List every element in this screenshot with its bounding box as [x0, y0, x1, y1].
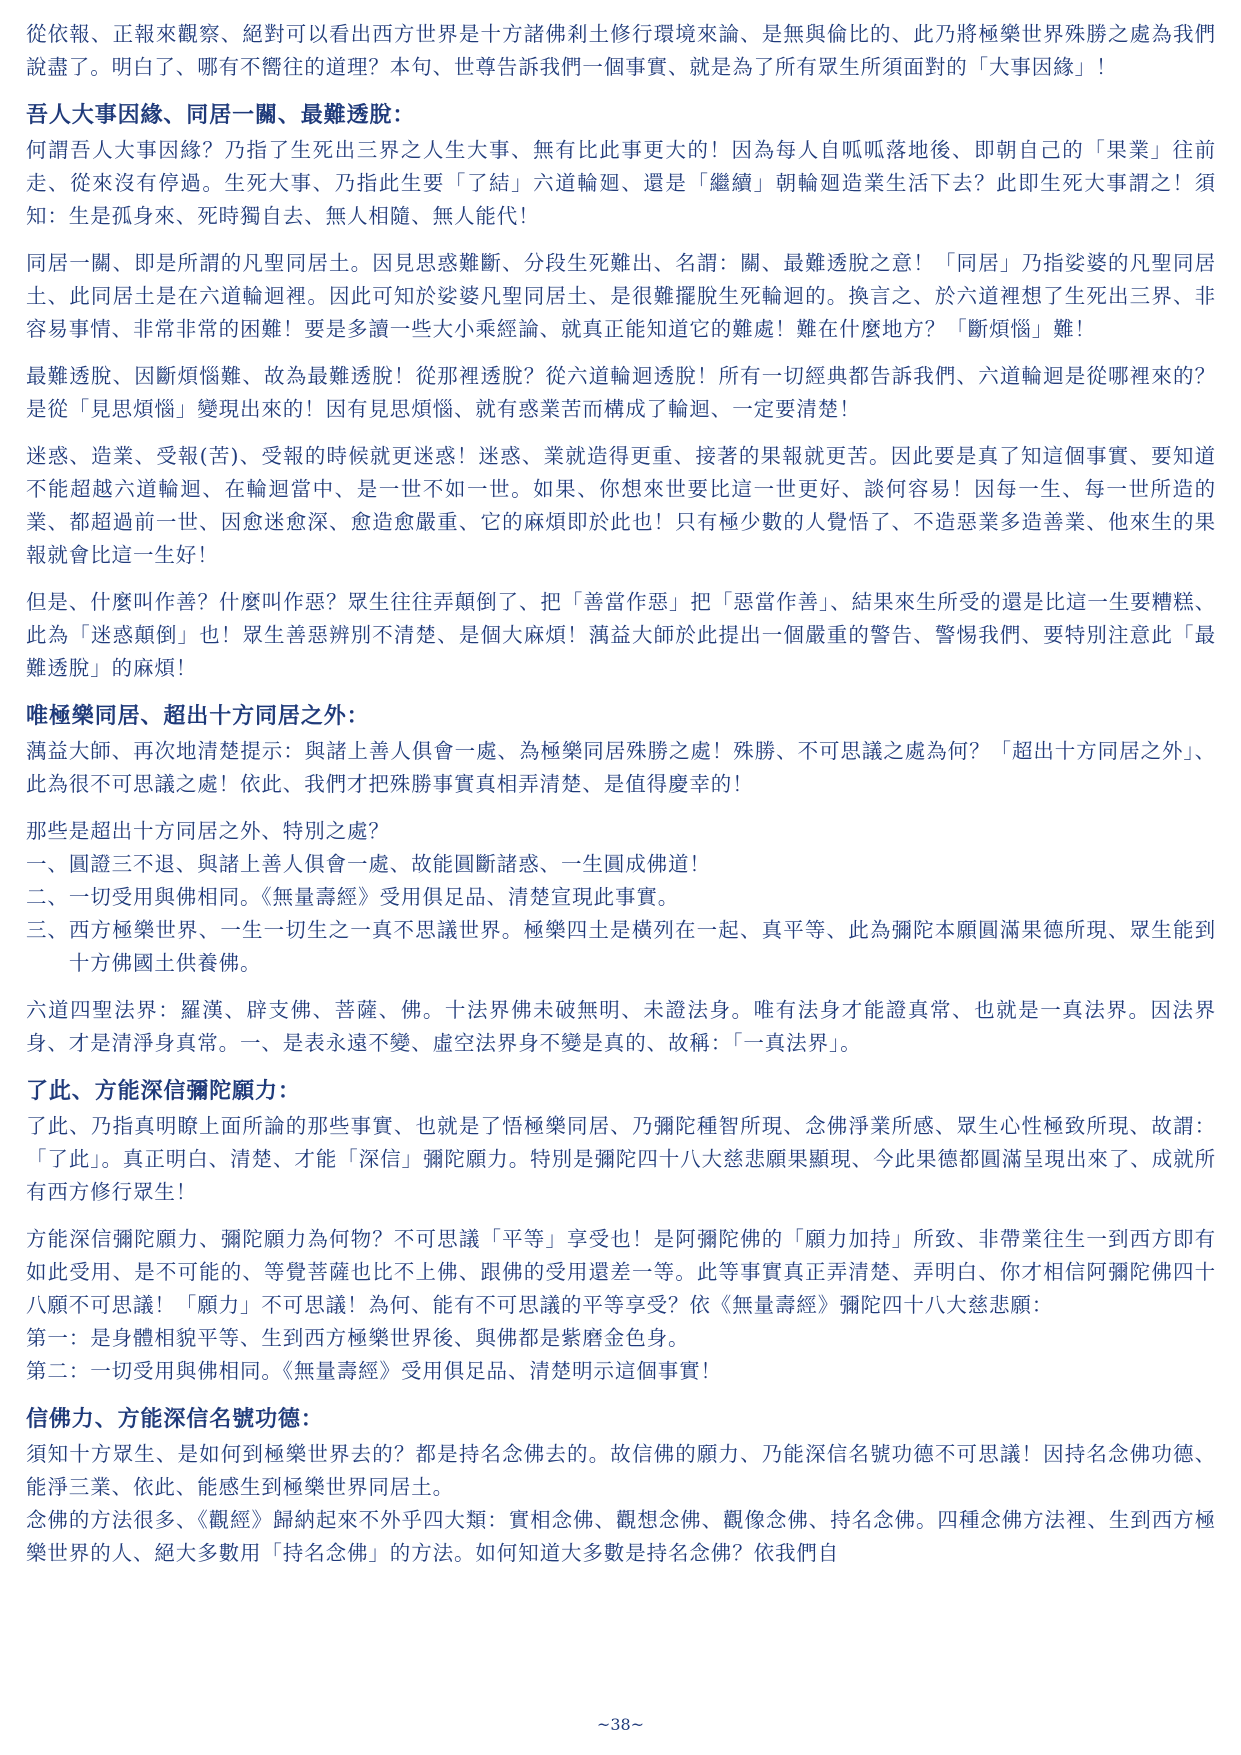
body-paragraph: 那些是超出十方同居之外、特別之處？	[26, 819, 390, 843]
body-paragraph: 迷惑、造業、受報(苦)、受報的時候就更迷惑！迷惑、業就造得更重、接著的果報就更苦。因此要是真了知這個事實、要知道不能超越六道輪迴、在輪迴當中、是一世不如一世。如果、你想來世要比這一世更好、談何容易！因每一生、每一世所造的業、都超過前一世、因愈迷愈深、愈造愈嚴重、它的麻煩即於此也！只有極少數的人覺悟了、不造惡業多造善業、他來生的果報就會比這一生好！	[26, 444, 1216, 567]
list-text: 一切受用與佛相同。《無量壽經》受用俱足品、清楚宣現此事實。	[68, 885, 680, 909]
body-paragraph: 了此、乃指真明瞭上面所論的那些事實、也就是了悟極樂同居、乃彌陀種智所現、念佛淨業所感、眾生心性極致所現、故謂：「了此」。真正明白、清楚、才能「深信」彌陀願力。特別是彌陀四十八大慈悲願果顯現、今此果德都圓滿呈現出來了、成就所有西方修行眾生！	[26, 1114, 1216, 1204]
body-paragraph: 何謂吾人大事因緣？乃指了生死出三界之人生大事、無有比此事更大的！因為每人自呱呱落地後、即朝自己的「果業」往前走、從來沒有停過。生死大事、乃指此生要「了結」六道輪廻、還是「繼續」朝輪廻造業生活下去？此即生死大事謂之！須知：生是孤身來、死時獨自去、無人相隨、無人能代！	[26, 138, 1216, 228]
page-body	[26, 18, 1216, 1570]
body-paragraph: 但是、什麼叫作善？什麼叫作惡？眾生往往弄顛倒了、把「善當作惡」把「惡當作善」、結果來生所受的還是比這一生要糟糕、此為「迷惑顛倒」也！眾生善惡辨別不清楚、是個大麻煩！蕅益大師於此提出一個嚴重的警告、警惕我們、要特別注意此「最難透脫」的麻煩！	[26, 590, 1216, 680]
body-paragraph: 第一：是身體相貌平等、生到西方極樂世界後、與佛都是紫磨金色身。	[26, 1326, 690, 1350]
numbered-list-item	[26, 914, 1216, 980]
body-paragraph: 第二：一切受用與佛相同。《無量壽經》受用俱足品、清楚明示這個事實！	[26, 1359, 722, 1383]
body-paragraph: 蕅益大師、再次地清楚提示：與諸上善人俱會一處、為極樂同居殊勝之處！殊勝、不可思議之處為何？「超出十方同居之外」、此為很不可思議之處！依此、我們才把殊勝事實真相弄清楚、是值得慶幸的！	[26, 739, 1216, 796]
body-paragraph: 從依報、正報來觀察、絕對可以看出西方世界是十方諸佛剎土修行環境來論、是無與倫比的、此乃將極樂世界殊勝之處為我們說盡了。明白了、哪有不嚮往的道理？本句、世尊告訴我們一個事實、就是為了所有眾生所須面對的「大事因緣」！	[26, 22, 1216, 79]
list-number: 二、	[26, 885, 69, 909]
numbered-list-item	[26, 848, 1216, 881]
list-text: 西方極樂世界、一生一切生之一真不思議世界。極樂四土是橫列在一起、真平等、此為彌陀本願圓滿果德所現、眾生能到十方佛國土供養佛。	[68, 918, 1216, 975]
section-heading: 唯極樂同居、超出十方同居之外：	[26, 704, 370, 729]
page-number: ~38~	[596, 1715, 645, 1734]
section-heading: 吾人大事因緣、同居一關、最難透脫：	[26, 103, 416, 128]
body-paragraph: 念佛的方法很多、《觀經》歸納起來不外乎四大類：實相念佛、觀想念佛、觀像念佛、持名念佛。四種念佛方法裡、生到西方極樂世界的人、絕大多數用「持名念佛」的方法。如何知道大多數是持名念佛？依我們自	[26, 1508, 1216, 1565]
section-heading: 信佛力、方能深信名號功德：	[26, 1407, 324, 1432]
section-heading: 了此、方能深信彌陀願力：	[26, 1079, 301, 1104]
list-text: 圓證三不退、與諸上善人俱會一處、故能圓斷諸惑、一生圓成佛道！	[68, 852, 711, 876]
body-paragraph: 同居一關、即是所謂的凡聖同居土。因見思惑難斷、分段生死難出、名謂：關、最難透脫之意！「同居」乃指娑婆的凡聖同居土、此同居土是在六道輪迴裡。因此可知於娑婆凡聖同居土、是很難擺脫生死輪迴的。換言之、於六道裡想了生死出三界、非容易事情、非常非常的困難！要是多讀一些大小乘經論、就真正能知道它的難處！難在什麼地方？「斷煩惱」難！	[26, 251, 1216, 341]
numbered-list-item	[26, 881, 1216, 914]
body-paragraph: 方能深信彌陀願力、彌陀願力為何物？不可思議「平等」享受也！是阿彌陀佛的「願力加持」所致、非帶業往生一到西方即有如此受用、是不可能的、等覺菩薩也比不上佛、跟佛的受用還差一等。此等事實真正弄清楚、弄明白、你才相信阿彌陀佛四十八願不可思議！「願力」不可思議！為何、能有不可思議的平等享受？依《無量壽經》彌陀四十八大慈悲願：	[26, 1227, 1216, 1317]
list-number: 三、	[26, 918, 69, 942]
body-paragraph: 須知十方眾生、是如何到極樂世界去的？都是持名念佛去的。故信佛的願力、乃能深信名號功德不可思議！因持名念佛功德、能淨三業、依此、能感生到極樂世界同居土。	[26, 1442, 1216, 1499]
body-paragraph: 最難透脫、因斷煩惱難、故為最難透脫！從那裡透脫？從六道輪迴透脫！所有一切經典都告訴我們、六道輪迴是從哪裡來的？是從「見思煩惱」變現出來的！因有見思煩惱、就有惑業苦而構成了輪迴、一定要清楚！	[26, 364, 1216, 421]
list-number: 一、	[26, 852, 69, 876]
body-paragraph: 六道四聖法界：羅漢、辟支佛、菩薩、佛。十法界佛未破無明、未證法身。唯有法身才能證真常、也就是一真法界。因法界身、才是清淨身真常。一、是表永遠不變、虛空法界身不變是真的、故稱：「一真法界」。	[26, 998, 1216, 1055]
